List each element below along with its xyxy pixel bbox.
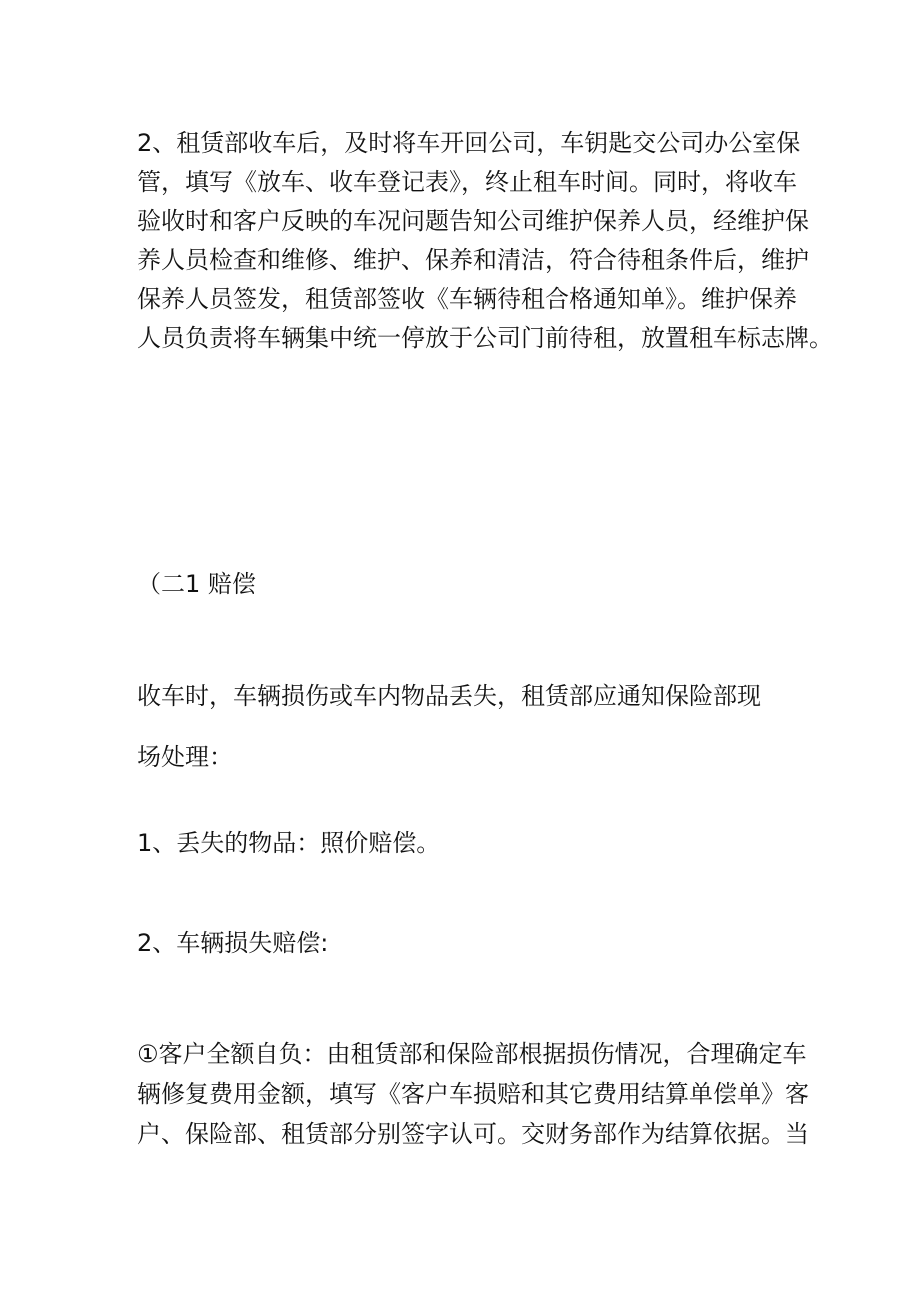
- paragraph-vehicle-return: [137, 124, 833, 358]
- paragraph-line: 人员负责将车辆集中统一停放于公司门前待租，放置租车标志牌。: [137, 324, 833, 352]
- paragraph-line: 收车时，车辆损伤或车内物品丢失，租赁部应通知保险部现: [137, 682, 761, 710]
- paragraph-line: 2、租赁部收车后，及时将车开回公司，车钥匙交公司办公室保: [137, 129, 801, 157]
- paragraph-line: 验收时和客户反映的车况问题告知公司维护保养人员，经维护保: [137, 207, 809, 235]
- paragraph-compensation-intro: [137, 666, 797, 788]
- paragraph-line: 管，填写《放车、收车登记表》，终止租车时间。同时，将收车: [137, 168, 797, 196]
- paragraph-line: 辆修复费用金额，填写《客户车损赔和其它费用结算单偿单》客: [137, 1080, 809, 1108]
- list-item-text: 1、丢失的物品：照价赔偿。: [137, 829, 441, 857]
- section-heading-text: （二1 赔偿: [137, 570, 256, 598]
- paragraph-customer-full-liability: [137, 1034, 809, 1154]
- paragraph-line: ①客户全额自负：由租赁部和保险部根据损伤情况，合理确定车: [137, 1040, 807, 1068]
- paragraph-line: 户、保险部、租赁部分别签字认可。交财务部作为结算依据。当: [137, 1120, 809, 1148]
- list-item-vehicle-damage: [137, 924, 797, 963]
- list-item-lost-items: [137, 824, 797, 863]
- paragraph-line: 场处理：: [137, 743, 233, 771]
- paragraph-line: 保养人员签发，租赁部签收《车辆待租合格通知单》。维护保养: [137, 285, 797, 313]
- list-item-text: 2、车辆损失赔偿:: [137, 929, 329, 957]
- paragraph-line: 养人员检查和维修、维护、保养和清洁，符合待租条件后，维护: [137, 246, 809, 274]
- section-heading-compensation: [137, 565, 797, 604]
